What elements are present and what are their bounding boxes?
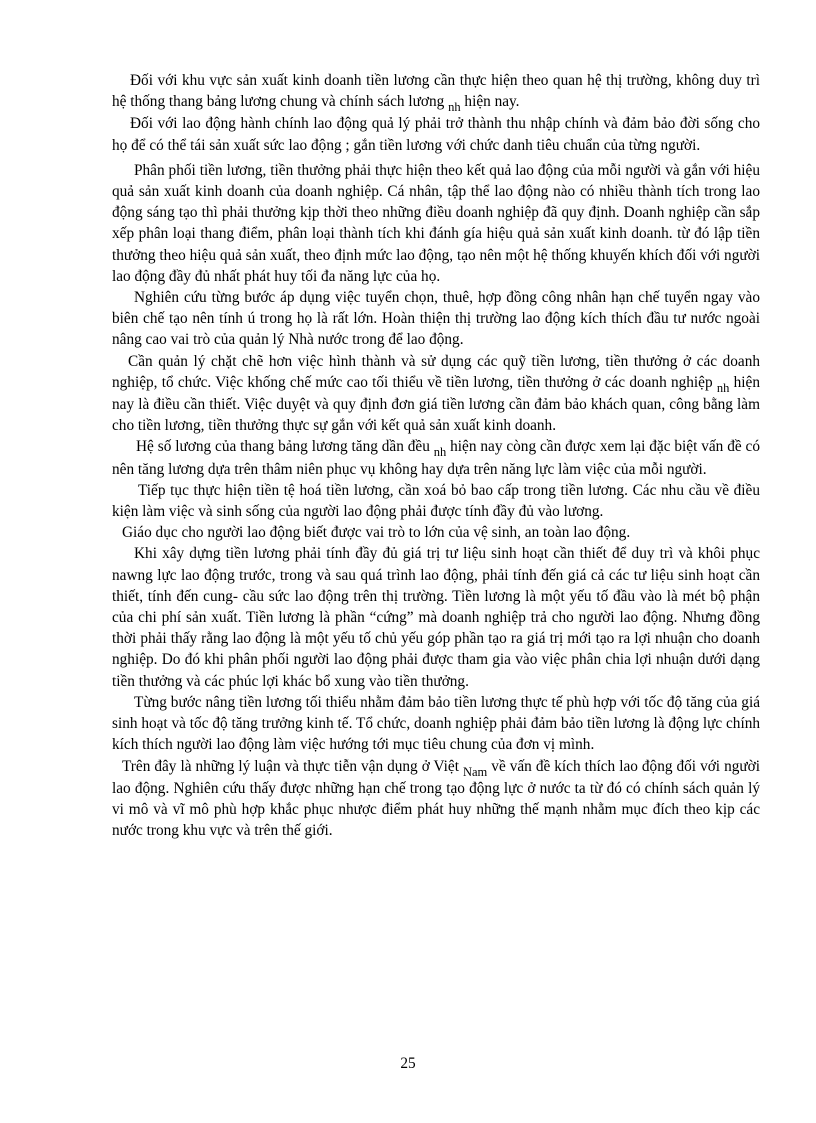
- paragraph: [112, 756, 760, 842]
- paragraph: [112, 522, 760, 543]
- paragraph: [112, 160, 760, 287]
- paragraph: [112, 692, 760, 756]
- document-body: [112, 70, 760, 841]
- paragraph-text: Cần quản lý chặt chẽ hơn việc hình thành và sử dụng các quỹ tiền lương, tiền thưởng ở các doanh nghiệp, tổ chức. Việc khống chế mức cao tối thiểu về tiền lương, tiền thưởng ở các doanh nghiệp: [112, 352, 760, 391]
- paragraph: [112, 113, 760, 155]
- paragraph: [112, 543, 760, 691]
- paragraph-text: Đối với khu vực sản xuất kinh doanh tiền lương cần thực hiện theo quan hệ thị trường, không duy trì hệ thống thang bảng lương chung và chính sách lương: [112, 72, 760, 111]
- page-number: 25: [400, 1055, 416, 1072]
- paragraph-text: Trên đây là những lý luận và thực tiễn vận dụng ở Việt: [122, 757, 463, 775]
- paragraph-text: Từng bước nâng tiền lương tối thiểu nhằm đảm bảo tiền lương thực tế phù hợp với tốc độ tăng của giá sinh hoạt và tốc độ tăng trưởng kinh tế. Tổ chức, doanh nghiệp phải đảm bảo tiền lương là động lực chính kích thích người lao động làm việc hướng tới mục tiêu chung của đơn vị mình.: [112, 693, 760, 754]
- inline-fragment: nh: [448, 100, 461, 115]
- paragraph: [112, 351, 760, 437]
- paragraph-text: hiện nay còng cần được xem lại đặc biệt vấn đề có nên tăng lương dựa trên thâm niên phục vụ không hay dựa trên năng lực làm việc của mỗi người.: [112, 438, 760, 478]
- paragraph-text: Giáo dục cho người lao động biết được vai trò to lớn của vệ sinh, an toàn lao động.: [122, 524, 631, 542]
- paragraph: [112, 436, 760, 479]
- inline-fragment: nh: [433, 445, 447, 460]
- paragraph: [112, 287, 760, 351]
- paragraph-text: Đối với lao động hành chính lao động quả lý phải trở thành thu nhập chính và đảm bảo đời sống cho họ để có thể tái sản xuất sức lao động ; gắn tiền lương với chức danh tiêu chuẩn của từng người.: [112, 115, 760, 154]
- paragraph-text: về vấn đề kích thích lao động đối với người lao động. Nghiên cứu thấy được những hạn chế trong tạo động lực ở nước ta từ đó có chính sách quản lý vi mô và vĩ mô phù hợp khắc phục nhược điểm phát huy những thế mạnh nhằm mục đích theo kịp các nước trong khu vực và trên thế giới.: [112, 757, 760, 840]
- paragraph: [112, 480, 760, 522]
- paragraph-text: hiện nay là điều cần thiết. Việc duyệt và quy định đơn giá tiền lương cần đảm bảo khách quan, công bằng làm cho tiền lương, tiền thưởng thực sự gắn với kết quả sản xuất kinh doanh.: [112, 373, 760, 435]
- paragraph-text: hiện nay.: [460, 93, 520, 111]
- paragraph-text: Khi xây dựng tiền lương phải tính đầy đủ giá trị tư liệu sinh hoạt cần thiết để duy trì và khôi phục nawng lực lao động trước, trong và sau quá trình lao động, phải tính đến giá cả các tư liệu sinh hoạt cần thiết, tính đến cung- cầu sức lao động trên thị trường. Tiền lương là một yếu tố đầu vào là mét bộ phận của chi phí sản xuất. Tiền lương là phần “cứng” mà doanh nghiệp trả cho người lao động. Nhưng đồng thời phải thấy rằng lao động là một yếu tố chủ yếu góp phần tạo ra giá trị mới tạo ra lợi nhuận cho doanh nghiệp. Do đó khi phân phối người lao động phải được tham gia vào việc phân chia lợi nhuận dưới dạng tiền thưởng và các phúc lợi khác bổ xung vào tiền thưởng.: [112, 545, 760, 690]
- paragraph-text: Nghiên cứu từng bước áp dụng việc tuyển chọn, thuê, hợp đồng công nhân hạn chế tuyển ngay vào biên chế tạo nên tính ú trong họ là rất lớn. Hoàn thiện thị trường lao động kích thích đầu tư nước ngoài nâng cao vai trò của quản lý Nhà nước trong để lao động.: [112, 289, 760, 349]
- paragraph-text: Hệ số lương của thang bảng lương tăng dần đều: [136, 438, 434, 456]
- paragraph-text: Tiếp tục thực hiện tiền tệ hoá tiền lương, cần xoá bỏ bao cấp trong tiền lương. Các nhu cầu về điều kiện làm việc và sinh sống của người lao động phải được tính đầy đủ vào lương.: [112, 481, 760, 521]
- inline-fragment: Nam: [462, 764, 488, 779]
- paragraph: [112, 70, 760, 113]
- paragraph-text: Phân phối tiền lương, tiền thưởng phải thực hiện theo kết quả lao động của mỗi người và gắn với hiệu quả sản xuất kinh doanh của doanh nghiệp. Cá nhân, tập thể lao động nào có nhiều thành tích trong lao động sáng tạo thì phải thưởng kịp thời theo những điều doanh nghiệp đã quy định. Doanh nghiệp cần sắp xếp phân loại thang điểm, phân loại thành tích khi đánh gía hiệu quả sản xuất kinh doanh. từ đó lập tiền thưởng theo hiệu quả sản xuất, theo định mức lao động, tạo nên một hệ thống khuyến khích đối với người lao động đầy đủ nhất phát huy tối đa năng lực của họ.: [112, 161, 760, 285]
- inline-fragment: nh: [716, 380, 730, 395]
